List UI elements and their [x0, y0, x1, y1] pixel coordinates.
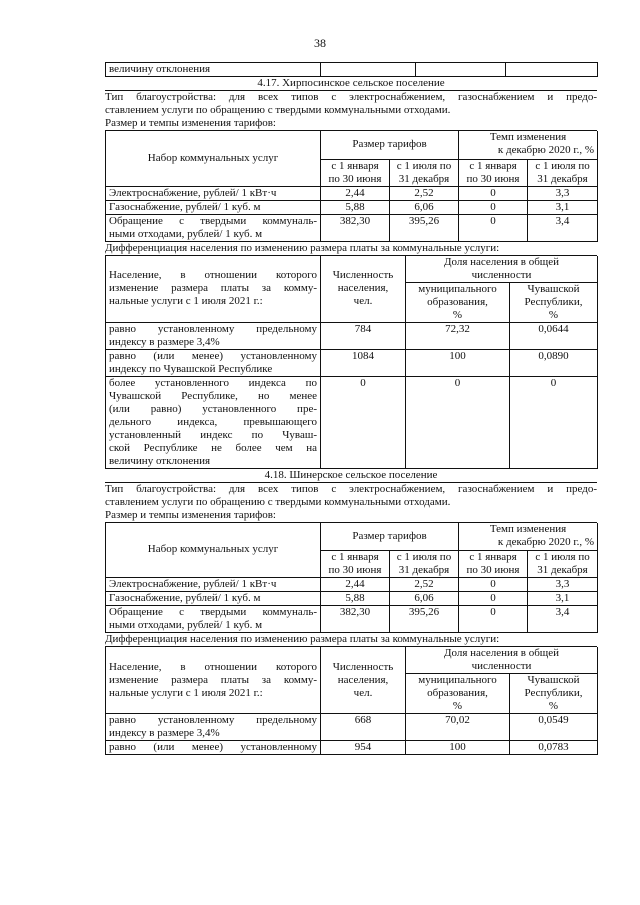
municipal-share-header: муниципального образования, % — [406, 282, 510, 322]
republic-share: 0,0549 — [510, 714, 598, 741]
tariff-value: 0 — [459, 592, 528, 606]
tariff-value: 0 — [459, 200, 528, 214]
table-row — [106, 592, 598, 606]
service-name-line: Обращение с твердыми коммуналь- — [109, 606, 317, 618]
tariff-value: 3,1 — [528, 592, 598, 606]
population-header: Население, в отношении которого изменение размера платы за комму- нальные услуги с 1 июля 2021 г.: — [106, 647, 321, 714]
service-name — [106, 200, 321, 214]
population-category — [106, 741, 321, 755]
table-row — [106, 741, 598, 755]
municipal-share-header: муниципального образования, % — [406, 674, 510, 714]
rate-jul-header: с 1 июля по 31 декабря — [528, 159, 598, 186]
population-table — [105, 647, 598, 755]
tariff-value: 395,26 — [390, 214, 459, 241]
tariff-caption: Размер и темпы изменения тарифов: — [105, 509, 597, 523]
services-header: Набор коммунальных услуг — [106, 131, 321, 186]
table-row — [106, 322, 598, 349]
republic-share: 0 — [510, 376, 598, 468]
category-line: ской Республике не более чем на — [109, 441, 317, 454]
tariff-value: 6,06 — [390, 200, 459, 214]
tariff-value: 2,52 — [390, 186, 459, 200]
service-name-line: Обращение с твердыми коммуналь- — [109, 214, 317, 227]
table-row — [106, 349, 598, 376]
differentiation-caption: Дифференциация населения по изменению размера платы за коммунальные услуги: — [105, 242, 597, 256]
population-table — [105, 256, 598, 469]
service-name — [106, 592, 321, 606]
tariff-value: 395,26 — [390, 606, 459, 633]
table-row — [106, 186, 598, 200]
category-line: индексу по Чувашской Республике — [109, 362, 273, 375]
tariff-value: 0 — [459, 578, 528, 592]
population-category — [106, 376, 321, 468]
top-fragment-table — [105, 62, 598, 77]
service-name-line: ными отходами, рублей/ 1 куб. м — [109, 227, 263, 240]
improvement-type-text: Тип благоустройства: для всех типов с электроснабжением, газоснабжением и предо- ставлением услуги по обращению с твердыми коммунальными отходами. — [105, 482, 597, 508]
rate-change-header: Темп изменения к декабрю 2020 г., % — [459, 523, 598, 551]
population-count: 784 — [321, 322, 406, 349]
category-line: равно установленному предельному — [109, 714, 317, 726]
category-line: (или равно) установленного пре- — [109, 402, 317, 415]
population-category — [106, 349, 321, 376]
population-category — [106, 322, 321, 349]
population-count: 0 — [321, 376, 406, 468]
services-header: Набор коммунальных услуг — [106, 523, 321, 578]
category-line: величину отклонения — [109, 454, 211, 467]
tariff-rows — [106, 578, 598, 633]
tariff-value: 3,4 — [528, 606, 598, 633]
municipal-share: 72,32 — [406, 322, 510, 349]
rate-change-header: Темп изменения к декабрю 2020 г., % — [459, 131, 598, 159]
tariff-size-header: Размер тарифов — [321, 523, 459, 551]
tariff-table — [105, 523, 598, 634]
page-number: 38 — [314, 36, 326, 50]
tariff-value: 5,88 — [321, 592, 390, 606]
tariff-value: 2,52 — [390, 578, 459, 592]
count-header: Численность населения, чел. — [321, 647, 406, 714]
category-line: более установленного индекса по — [109, 376, 317, 389]
republic-share: 0,0644 — [510, 322, 598, 349]
table-row — [106, 606, 598, 633]
category-line: индексу в размере 3,4% — [109, 335, 220, 348]
service-name — [106, 606, 321, 633]
section-block — [105, 77, 597, 469]
tariff-value: 3,1 — [528, 200, 598, 214]
service-name-line: Электроснабжение, рублей/ 1 кВт·ч — [109, 186, 277, 199]
period-jan-header: с 1 января по 30 июня — [321, 159, 390, 186]
municipal-share: 0 — [406, 376, 510, 468]
category-line: равно установленному предельному — [109, 322, 317, 335]
population-header: Население, в отношении которого изменение размера платы за комму- нальные услуги с 1 июля 2021 г.: — [106, 256, 321, 323]
rate-jan-header: с 1 января по 30 июня — [459, 551, 528, 578]
document-content — [105, 62, 597, 755]
tariff-caption: Размер и темпы изменения тарифов: — [105, 117, 597, 131]
category-line: равно (или менее) установленному — [109, 741, 317, 753]
municipal-share: 100 — [406, 349, 510, 376]
tariff-value: 3,3 — [528, 578, 598, 592]
section-block — [105, 469, 597, 756]
rate-jan-header: с 1 января по 30 июня — [459, 159, 528, 186]
tariff-rows — [106, 186, 598, 241]
service-name-line: Электроснабжение, рублей/ 1 кВт·ч — [109, 578, 277, 590]
republic-share: 0,0890 — [510, 349, 598, 376]
tariff-value: 3,3 — [528, 186, 598, 200]
table-row — [106, 376, 598, 468]
period-jul-header: с 1 июля по 31 декабря — [390, 551, 459, 578]
share-header: Доля населения в общей численности — [406, 256, 598, 283]
republic-share-header: Чувашской Республики, % — [510, 282, 598, 322]
population-category — [106, 714, 321, 741]
tariff-table — [105, 131, 598, 242]
improvement-type-text: Тип благоустройства: для всех типов с электроснабжением, газоснабжением и предо- ставлением услуги по обращению с твердыми коммунальными отходами. — [105, 91, 597, 116]
municipal-share: 70,02 — [406, 714, 510, 741]
service-name — [106, 214, 321, 241]
count-header: Численность населения, чел. — [321, 256, 406, 323]
differentiation-caption: Дифференциация населения по изменению размера платы за коммунальные услуги: — [105, 633, 597, 647]
fragment-text: величину отклонения — [106, 63, 321, 77]
section-title: 4.17. Хирпосинское сельское поселение — [105, 77, 597, 91]
republic-share: 0,0783 — [510, 741, 598, 755]
category-line: индексу в размере 3,4% — [109, 727, 220, 739]
tariff-value: 5,88 — [321, 200, 390, 214]
service-name-line: Газоснабжение, рублей/ 1 куб. м — [109, 200, 261, 213]
table-row — [106, 200, 598, 214]
section-title: 4.18. Шинерское сельское поселение — [105, 469, 597, 483]
category-line: дельного индекса, превышающего — [109, 415, 317, 428]
tariff-value: 0 — [459, 606, 528, 633]
tariff-value: 0 — [459, 186, 528, 200]
share-header: Доля населения в общей численности — [406, 647, 598, 674]
category-line: Чувашской Республике, но менее — [109, 389, 317, 402]
category-line: установленный индекс по Чуваш- — [109, 428, 317, 441]
population-count: 668 — [321, 714, 406, 741]
population-rows — [106, 322, 598, 468]
period-jan-header: с 1 января по 30 июня — [321, 551, 390, 578]
period-jul-header: с 1 июля по 31 декабря — [390, 159, 459, 186]
table-row — [106, 578, 598, 592]
municipal-share: 100 — [406, 741, 510, 755]
service-name — [106, 186, 321, 200]
category-line: равно (или менее) установленному — [109, 349, 317, 362]
service-name — [106, 578, 321, 592]
rate-jul-header: с 1 июля по 31 декабря — [528, 551, 598, 578]
tariff-value: 382,30 — [321, 214, 390, 241]
tariff-value: 2,44 — [321, 186, 390, 200]
tariff-size-header: Размер тарифов — [321, 131, 459, 159]
population-count: 1084 — [321, 349, 406, 376]
service-name-line: Газоснабжение, рублей/ 1 куб. м — [109, 592, 261, 604]
tariff-value: 382,30 — [321, 606, 390, 633]
table-row — [106, 214, 598, 241]
republic-share-header: Чувашской Республики, % — [510, 674, 598, 714]
sections-container — [105, 77, 597, 755]
service-name-line: ными отходами, рублей/ 1 куб. м — [109, 619, 263, 631]
population-count: 954 — [321, 741, 406, 755]
table-row — [106, 714, 598, 741]
tariff-value: 0 — [459, 214, 528, 241]
tariff-value: 3,4 — [528, 214, 598, 241]
population-rows — [106, 714, 598, 755]
tariff-value: 6,06 — [390, 592, 459, 606]
tariff-value: 2,44 — [321, 578, 390, 592]
